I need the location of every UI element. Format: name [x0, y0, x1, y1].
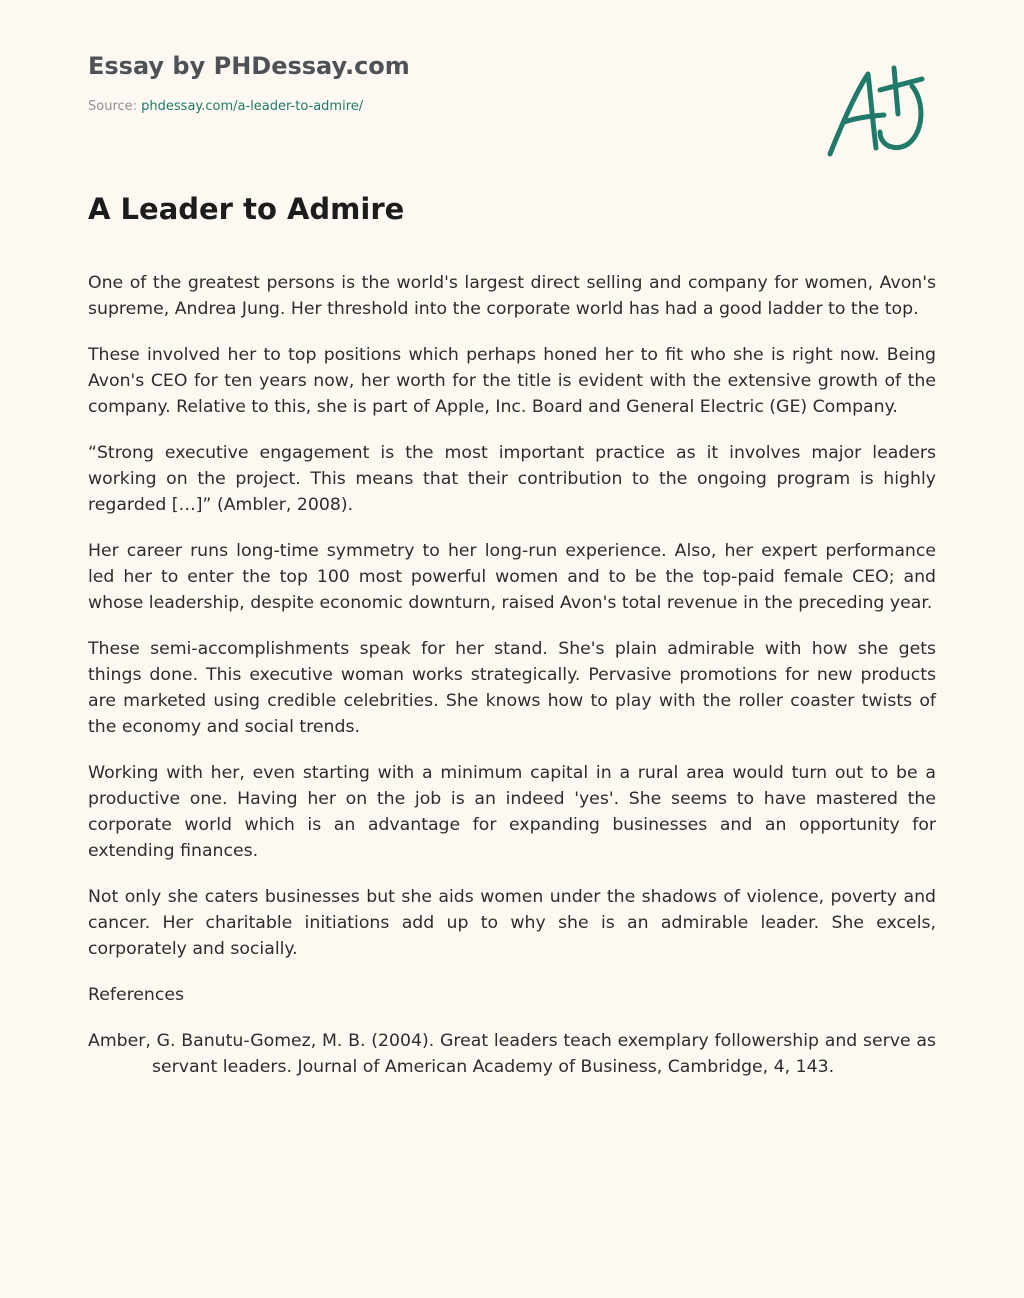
reference-entry: Amber, G. Banutu-Gomez, M. B. (2004). Great leaders teach exemplary followership and serve as servant leaders. Journal of American Academy of Business, Cambridge, 4, 143.	[88, 1031, 936, 1077]
a-plus-grade-icon	[818, 62, 930, 162]
essay-paragraph: Working with her, even starting with a minimum capital in a rural area would turn out to be a productive one. Having her on the job is an indeed 'yes'. She seems to have mastered the corporate world which is an advantage for expanding businesses and an opportunity for extending finances.	[88, 763, 936, 861]
page-header	[88, 50, 788, 116]
source-label: Source:	[88, 99, 138, 114]
source-link[interactable]: phdessay.com/a-leader-to-admire/	[141, 99, 364, 114]
essay-title: A Leader to Admire	[88, 192, 405, 226]
brand-title: Essay by PHDessay.com	[88, 52, 410, 80]
essay-paragraph: “Strong executive engagement is the most important practice as it involves major leaders working on the project. This means that their contribution to the ongoing program is highly regarded […]” (Ambler, 2008).	[88, 443, 936, 515]
essay-paragraph: These involved her to top positions which perhaps honed her to fit who she is right now. Being Avon's CEO for ten years now, her worth for the title is evident with the extensive growth of the company. Relative to this, she is part of Apple, Inc. Board and General Electric (GE) Company.	[88, 345, 936, 417]
essay-paragraph: One of the greatest persons is the world's largest direct selling and company for women, Avon's supreme, Andrea Jung. Her threshold into the corporate world has had a good ladder to the top.	[88, 273, 936, 319]
essay-paragraph: Her career runs long-time symmetry to her long-run experience. Also, her expert performance led her to enter the top 100 most powerful women and to be the top-paid female CEO; and whose leadership, despite economic downturn, raised Avon's total revenue in the preceding year.	[88, 541, 936, 613]
essay-body	[88, 270, 936, 1100]
essay-paragraph: These semi-accomplishments speak for her stand. She's plain admirable with how she gets things done. This executive woman works strategically. Pervasive promotions for new products are marketed using credible celebrities. She knows how to play with the roller coaster twists of the economy and social trends.	[88, 639, 936, 737]
source-line	[88, 98, 788, 116]
essay-paragraph: Not only she caters businesses but she aids women under the shadows of violence, poverty and cancer. Her charitable initiations add up to why she is an admirable leader. She excels, corporately and socially.	[88, 887, 936, 959]
references-heading: References	[88, 985, 185, 1005]
